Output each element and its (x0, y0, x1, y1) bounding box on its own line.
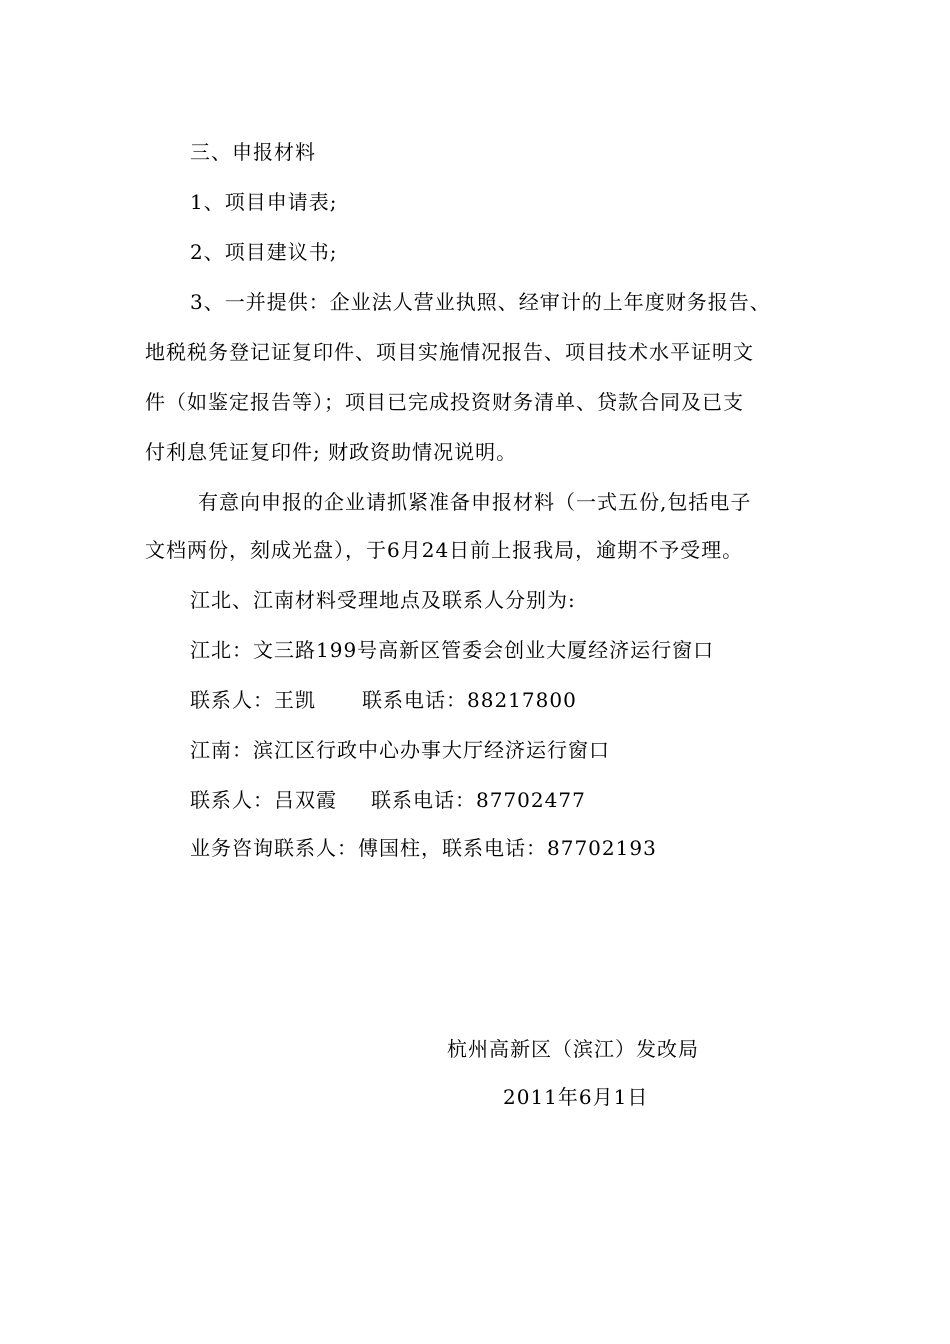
signature-organization: 杭州高新区（滨江）发改局 (447, 1037, 699, 1061)
jiangnan-contact-phone: 联系电话：87702477 (371, 788, 586, 812)
jiangbei-contact-name: 联系人：王凯 (190, 688, 316, 712)
jiangbei-contact (190, 686, 810, 714)
material-item-2: 2、项目建议书; (190, 240, 338, 264)
notice-line-1: 有意向申报的企业请抓紧准备申报材料（一式五份,包括电子 (198, 490, 752, 514)
jiangbei-address: 江北：文三路199号高新区管委会创业大厦经济运行窗口 (190, 638, 715, 662)
material-item-3-line-4: 付利息凭证复印件; 财政资助情况说明。 (145, 440, 518, 464)
locations-intro: 江北、江南材料受理地点及联系人分别为: (190, 588, 576, 612)
section-heading: 三、申报材料 (190, 140, 316, 164)
material-item-3-line-2: 地税税务登记证复印件、项目实施情况报告、项目技术水平证明文 (145, 340, 754, 364)
consult-contact: 业务咨询联系人：傅国柱，联系电话：87702193 (190, 836, 657, 860)
material-item-3: 3、一并提供：企业法人营业执照、经审计的上年度财务报告、 (190, 290, 771, 314)
jiangnan-address: 江南：滨江区行政中心办事大厅经济运行窗口 (190, 738, 610, 762)
material-item-1: 1、项目申请表; (190, 190, 338, 214)
jiangbei-contact-phone: 联系电话：88217800 (362, 688, 577, 712)
material-item-3-line-3: 件（如鉴定报告等）；项目已完成投资财务清单、贷款合同及已支 (145, 390, 744, 414)
signature-date: 2011年6月1日 (503, 1085, 649, 1109)
jiangnan-contact (190, 786, 810, 814)
notice-line-2: 文档两份，刻成光盘），于6月24日前上报我局，逾期不予受理。 (145, 538, 744, 562)
jiangnan-contact-name: 联系人：吕双霞 (190, 788, 337, 812)
